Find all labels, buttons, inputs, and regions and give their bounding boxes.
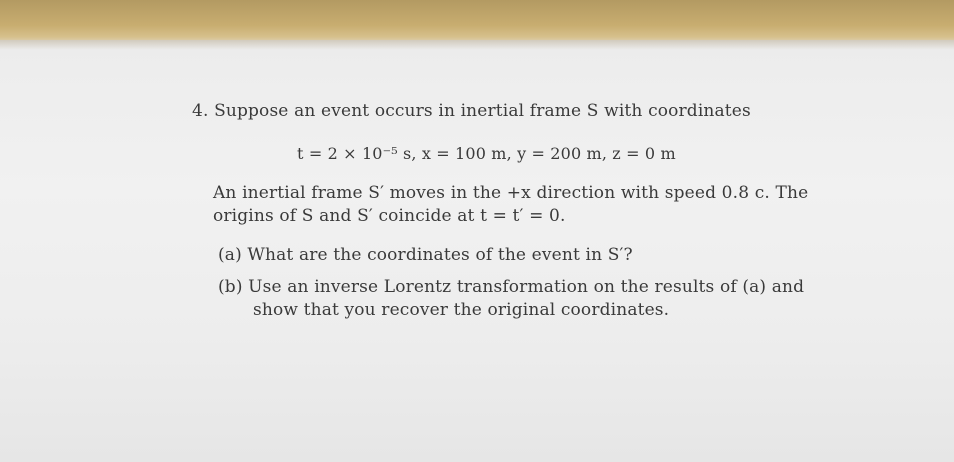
frame-description-line-2: origins of S and S′ coincide at t = t′ = 0. — [213, 206, 566, 226]
part-a-question: (a) What are the coordinates of the event in S′? — [218, 245, 633, 265]
problem-statement-text: Suppose an event occurs in inertial frame S with coordinates — [214, 101, 751, 121]
problem-statement — [192, 101, 751, 121]
part-b-question-line-1: (b) Use an inverse Lorentz transformation on the results of (a) and — [218, 277, 805, 297]
frame-description-line-1: An inertial frame S′ moves in the +x direction with speed 0.8 c. The — [213, 183, 809, 203]
problem-number: 4. — [192, 101, 209, 121]
paper-edge-shadow — [0, 40, 954, 50]
part-b-question-line-2: show that you recover the original coordinates. — [253, 300, 670, 320]
event-coordinates-equation: t = 2 × 10⁻⁵ s, x = 100 m, y = 200 m, z = 0 m — [297, 144, 676, 163]
